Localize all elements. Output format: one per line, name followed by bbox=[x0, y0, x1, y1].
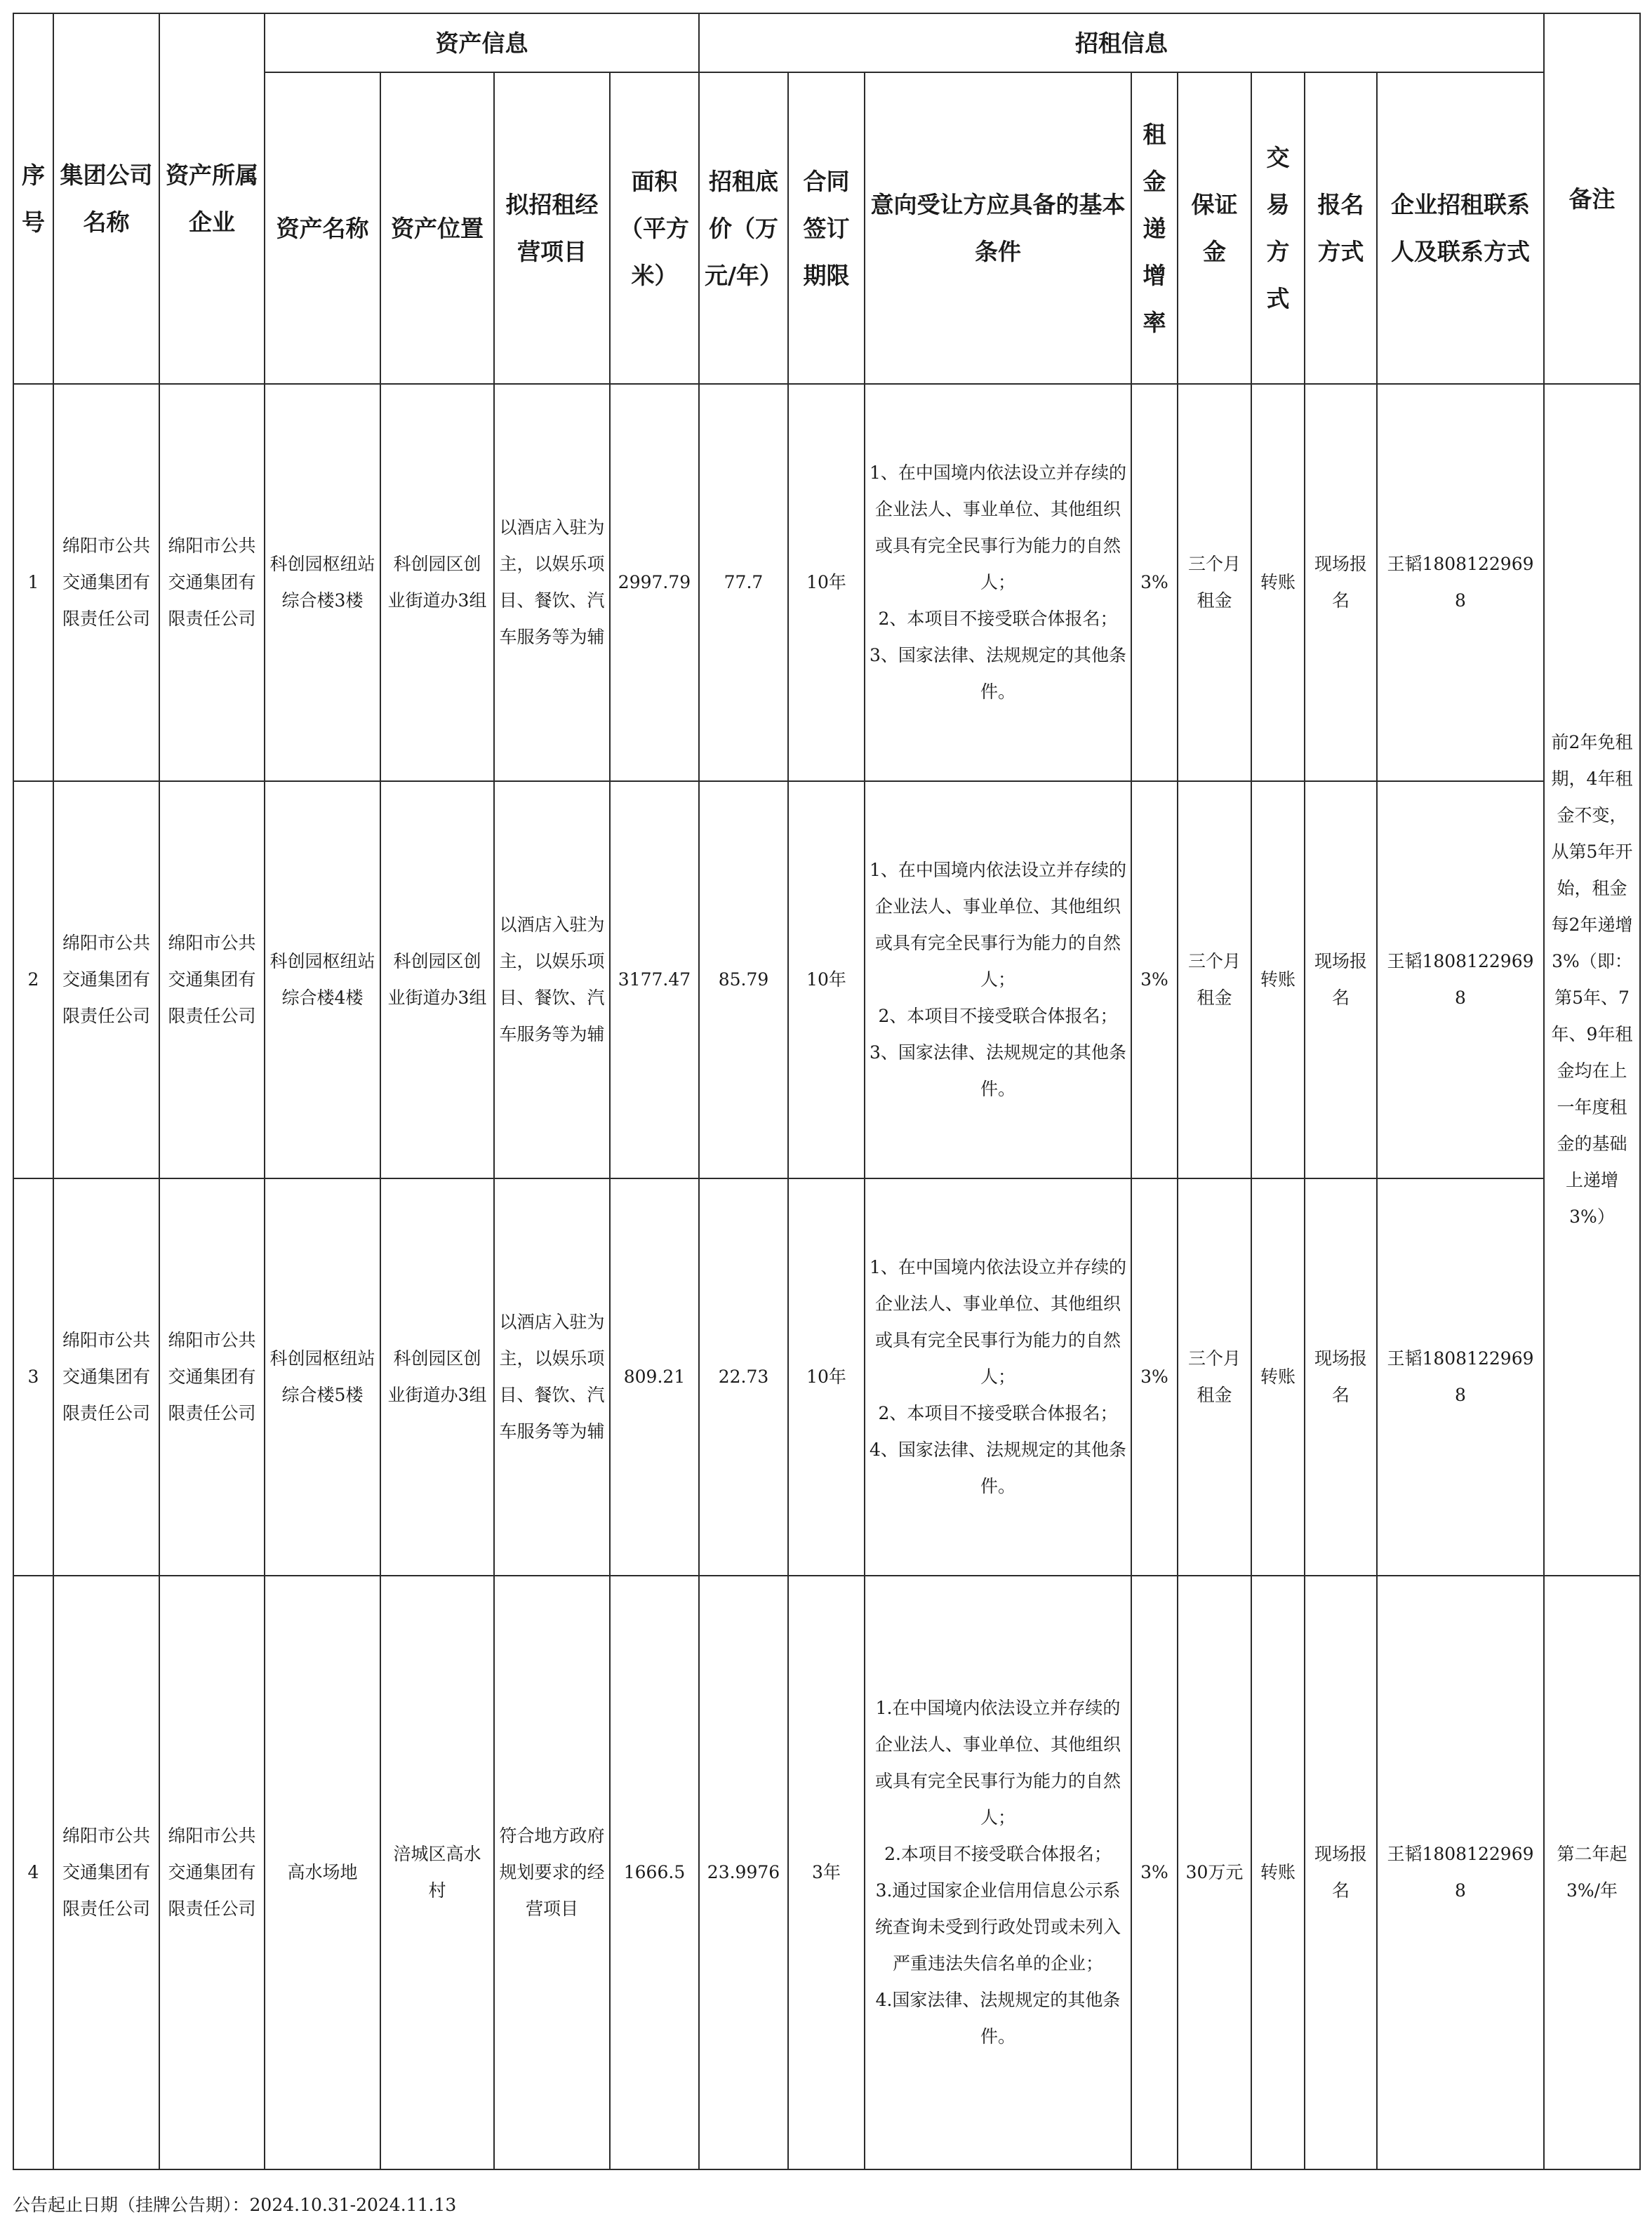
cell-contract-term: 10年 bbox=[788, 384, 865, 781]
cell-owner-company: 绵阳市公共交通集团有限责任公司 bbox=[159, 1178, 265, 1576]
cell-business-project: 以酒店入驻为主，以娱乐项目、餐饮、汽车服务等为辅 bbox=[494, 781, 610, 1178]
cell-rent-increase: 3% bbox=[1131, 1576, 1178, 2169]
condition-item: 3.通过国家企业信用信息公示系统查询未受到行政处罚或未列入严重违法失信名单的企业； bbox=[874, 1880, 1121, 1974]
header-signup-method: 报名方式 bbox=[1305, 72, 1377, 384]
cell-contact: 王韬18081229698 bbox=[1377, 1178, 1544, 1576]
cell-trade-method: 转账 bbox=[1251, 1178, 1305, 1576]
header-business-project: 拟招租经营项目 bbox=[494, 72, 610, 384]
cell-asset-name: 科创园枢纽站综合楼4楼 bbox=[265, 781, 380, 1178]
header-contract-term: 合同签订期限 bbox=[788, 72, 865, 384]
condition-item: 1、在中国境内依法设立并存续的企业法人、事业单位、其他组织或具有完全民事行为能力的自然人； bbox=[870, 860, 1126, 990]
cell-business-project: 符合地方政府规划要求的经营项目 bbox=[494, 1576, 610, 2169]
cell-business-project: 以酒店入驻为主，以娱乐项目、餐饮、汽车服务等为辅 bbox=[494, 1178, 610, 1576]
header-asset-name: 资产名称 bbox=[265, 72, 380, 384]
header-rent-increase: 租金递增率 bbox=[1131, 72, 1178, 384]
cell-asset-name: 科创园枢纽站综合楼3楼 bbox=[265, 384, 380, 781]
cell-seq: 1 bbox=[13, 384, 53, 781]
condition-item: 2、本项目不接受联合体报名； bbox=[878, 1403, 1118, 1423]
cell-rent-increase: 3% bbox=[1131, 384, 1178, 781]
header-group-asset-info: 资产信息 bbox=[265, 13, 699, 72]
cell-area: 809.21 bbox=[610, 1178, 699, 1576]
cell-contact: 王韬18081229698 bbox=[1377, 384, 1544, 781]
condition-item: 2、本项目不接受联合体报名； bbox=[878, 609, 1118, 629]
cell-deposit: 三个月租金 bbox=[1178, 1178, 1251, 1576]
header-contact: 企业招租联系人及联系方式 bbox=[1377, 72, 1544, 384]
condition-item: 4、国家法律、法规规定的其他条件。 bbox=[870, 1440, 1126, 1496]
condition-item: 2、本项目不接受联合体报名； bbox=[878, 1006, 1118, 1026]
header-trade-method: 交易方式 bbox=[1251, 72, 1305, 384]
condition-item: 1.在中国境内依法设立并存续的企业法人、事业单位、其他组织或具有完全民事行为能力的自然人； bbox=[874, 1698, 1121, 1828]
header-conditions: 意向受让方应具备的基本条件 bbox=[865, 72, 1131, 384]
cell-deposit: 三个月租金 bbox=[1178, 384, 1251, 781]
cell-asset-location: 科创园区创业街道办3组 bbox=[380, 384, 494, 781]
cell-signup-method: 现场报名 bbox=[1305, 781, 1377, 1178]
condition-item: 1、在中国境内依法设立并存续的企业法人、事业单位、其他组织或具有完全民事行为能力的自然人； bbox=[870, 1257, 1126, 1387]
cell-owner-company: 绵阳市公共交通集团有限责任公司 bbox=[159, 781, 265, 1178]
cell-area: 1666.5 bbox=[610, 1576, 699, 2169]
cell-business-project: 以酒店入驻为主，以娱乐项目、餐饮、汽车服务等为辅 bbox=[494, 384, 610, 781]
table-row bbox=[13, 1576, 1640, 2169]
header-note: 备注 bbox=[1544, 13, 1640, 384]
condition-item: 2.本项目不接受联合体报名； bbox=[884, 1844, 1112, 1864]
cell-seq: 4 bbox=[13, 1576, 53, 2169]
cell-asset-name: 科创园枢纽站综合楼5楼 bbox=[265, 1178, 380, 1576]
cell-conditions bbox=[865, 1178, 1131, 1576]
cell-conditions bbox=[865, 384, 1131, 781]
cell-contract-term: 3年 bbox=[788, 1576, 865, 2169]
header-group-lease-info: 招租信息 bbox=[699, 13, 1544, 72]
header-deposit: 保证金 bbox=[1178, 72, 1251, 384]
cell-seq: 2 bbox=[13, 781, 53, 1178]
cell-group-company: 绵阳市公共交通集团有限责任公司 bbox=[53, 781, 159, 1178]
cell-asset-location: 科创园区创业街道办3组 bbox=[380, 781, 494, 1178]
cell-asset-name: 高水场地 bbox=[265, 1576, 380, 2169]
cell-rent-increase: 3% bbox=[1131, 1178, 1178, 1576]
condition-item: 3、国家法律、法规规定的其他条件。 bbox=[870, 645, 1126, 702]
condition-item: 3、国家法律、法规规定的其他条件。 bbox=[870, 1042, 1126, 1099]
header-seq: 序号 bbox=[13, 13, 53, 384]
cell-contact: 王韬18081229698 bbox=[1377, 1576, 1544, 2169]
cell-owner-company: 绵阳市公共交通集团有限责任公司 bbox=[159, 384, 265, 781]
table-row bbox=[13, 781, 1640, 1178]
cell-conditions bbox=[865, 781, 1131, 1178]
announcement-period: 公告起止日期（挂牌公告期）：2024.10.31-2024.11.13 bbox=[13, 2195, 457, 2215]
cell-area: 2997.79 bbox=[610, 384, 699, 781]
table-row bbox=[13, 384, 1640, 781]
cell-contact: 王韬18081229698 bbox=[1377, 781, 1544, 1178]
cell-area: 3177.47 bbox=[610, 781, 699, 1178]
cell-base-price: 77.7 bbox=[699, 384, 788, 781]
lease-notice-table bbox=[13, 13, 1641, 2170]
cell-signup-method: 现场报名 bbox=[1305, 1178, 1377, 1576]
header-owner-company: 资产所属企业 bbox=[159, 13, 265, 384]
cell-trade-method: 转账 bbox=[1251, 384, 1305, 781]
header-base-price: 招租底价（万元/年） bbox=[699, 72, 788, 384]
cell-signup-method: 现场报名 bbox=[1305, 384, 1377, 781]
header-asset-location: 资产位置 bbox=[380, 72, 494, 384]
header-area: 面积（平方米） bbox=[610, 72, 699, 384]
cell-note-row-4: 第二年起3%/年 bbox=[1544, 1576, 1640, 2169]
cell-asset-location: 涪城区高水村 bbox=[380, 1576, 494, 2169]
cell-signup-method: 现场报名 bbox=[1305, 1576, 1377, 2169]
cell-seq: 3 bbox=[13, 1178, 53, 1576]
cell-rent-increase: 3% bbox=[1131, 781, 1178, 1178]
cell-contract-term: 10年 bbox=[788, 781, 865, 1178]
cell-base-price: 85.79 bbox=[699, 781, 788, 1178]
header-group-company: 集团公司名称 bbox=[53, 13, 159, 384]
cell-contract-term: 10年 bbox=[788, 1178, 865, 1576]
cell-trade-method: 转账 bbox=[1251, 1576, 1305, 2169]
cell-note-rows-1-3: 前2年免租期，4年租金不变，从第5年开始，租金每2年递增3%（即：第5年、7年、9年租金均在上一年度租金的基础上递增3%） bbox=[1544, 384, 1640, 1576]
condition-item: 4.国家法律、法规规定的其他条件。 bbox=[875, 1990, 1121, 2047]
cell-base-price: 23.9976 bbox=[699, 1576, 788, 2169]
cell-trade-method: 转账 bbox=[1251, 781, 1305, 1178]
cell-owner-company: 绵阳市公共交通集团有限责任公司 bbox=[159, 1576, 265, 2169]
cell-base-price: 22.73 bbox=[699, 1178, 788, 1576]
cell-conditions bbox=[865, 1576, 1131, 2169]
cell-group-company: 绵阳市公共交通集团有限责任公司 bbox=[53, 384, 159, 781]
cell-deposit: 30万元 bbox=[1178, 1576, 1251, 2169]
cell-group-company: 绵阳市公共交通集团有限责任公司 bbox=[53, 1178, 159, 1576]
cell-deposit: 三个月租金 bbox=[1178, 781, 1251, 1178]
condition-item: 1、在中国境内依法设立并存续的企业法人、事业单位、其他组织或具有完全民事行为能力的自然人； bbox=[870, 463, 1126, 592]
cell-asset-location: 科创园区创业街道办3组 bbox=[380, 1178, 494, 1576]
table-row bbox=[13, 1178, 1640, 1576]
cell-group-company: 绵阳市公共交通集团有限责任公司 bbox=[53, 1576, 159, 2169]
